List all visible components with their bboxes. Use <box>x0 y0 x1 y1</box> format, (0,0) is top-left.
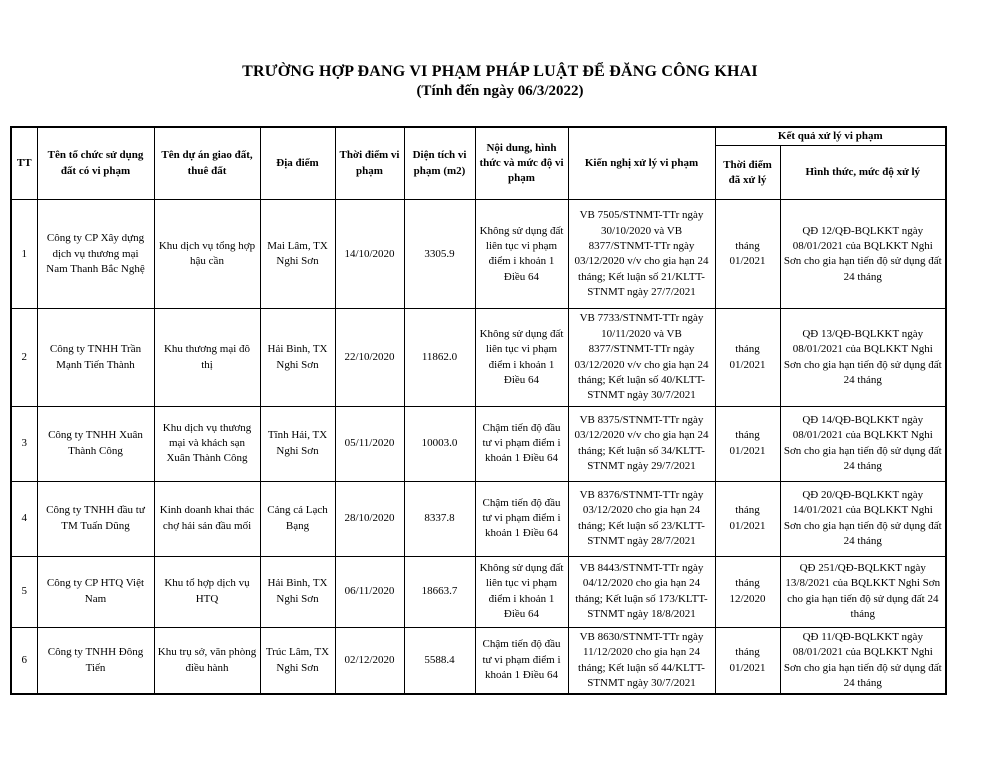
table-row <box>11 556 946 627</box>
cell-area: 11862.0 <box>404 309 475 406</box>
cell-recommendation: VB 8376/STNMT-TTr ngày 03/12/2020 cho gia hạn 24 tháng; Kết luận số 23/KLTT-STNMT ngày 28/7/2021 <box>568 481 715 556</box>
header-content: Nội dung, hình thức và mức độ vi phạm <box>475 127 568 200</box>
cell-tt: 5 <box>11 556 37 627</box>
cell-recommendation: VB 7505/STNMT-TTr ngày 30/10/2020 và VB 8377/STNMT-TTr ngày 03/12/2020 v/v cho gia hạn 24 tháng; Kết luận số 21/KLTT-STNMT ngày 27/7/2021 <box>568 200 715 309</box>
cell-area: 3305.9 <box>404 200 475 309</box>
cell-area: 5588.4 <box>404 627 475 694</box>
header-result-group: Kết quả xử lý vi phạm <box>715 127 946 146</box>
cell-violation-time: 06/11/2020 <box>335 556 404 627</box>
cell-content: Không sử dụng đất liên tục vi phạm điểm i khoản 1 Điều 64 <box>475 309 568 406</box>
cell-result-time: tháng 01/2021 <box>715 406 780 481</box>
header-project: Tên dự án giao đất, thuê đất <box>154 127 260 200</box>
cell-violation-time: 22/10/2020 <box>335 309 404 406</box>
table-row <box>11 627 946 694</box>
cell-result-time: tháng 01/2021 <box>715 309 780 406</box>
cell-location: Hải Bình, TX Nghi Sơn <box>260 556 335 627</box>
cell-org: Công ty CP HTQ Việt Nam <box>37 556 154 627</box>
cell-org: Công ty TNHH Đông Tiến <box>37 627 154 694</box>
cell-violation-time: 02/12/2020 <box>335 627 404 694</box>
header-result-time: Thời điểm đã xử lý <box>715 146 780 200</box>
cell-result-form: QĐ 12/QĐ-BQLKKT ngày 08/01/2021 của BQLKKT Nghi Sơn cho gia hạn tiến độ sử dụng đất 24 tháng <box>780 200 946 309</box>
cell-project: Khu thương mại đô thị <box>154 309 260 406</box>
cell-content: Chậm tiến độ đầu tư vi phạm điểm i khoản 1 Điều 64 <box>475 627 568 694</box>
cell-location: Trúc Lâm, TX Nghi Sơn <box>260 627 335 694</box>
cell-area: 18663.7 <box>404 556 475 627</box>
cell-org: Công ty CP Xây dựng dịch vụ thương mại Nam Thanh Bắc Nghệ <box>37 200 154 309</box>
cell-result-form: QĐ 14/QĐ-BQLKKT ngày 08/01/2021 của BQLKKT Nghi Sơn cho gia hạn tiến độ sử dụng đất 24 tháng <box>780 406 946 481</box>
cell-org: Công ty TNHH đầu tư TM Tuấn Dũng <box>37 481 154 556</box>
cell-location: Mai Lâm, TX Nghi Sơn <box>260 200 335 309</box>
cell-tt: 1 <box>11 200 37 309</box>
document-title <box>0 0 1000 101</box>
cell-project: Khu dịch vụ tổng hợp hậu cần <box>154 200 260 309</box>
cell-tt: 6 <box>11 627 37 694</box>
cell-project: Khu trụ sở, văn phòng điều hành <box>154 627 260 694</box>
cell-result-form: QĐ 11/QĐ-BQLKKT ngày 08/01/2021 của BQLKKT Nghi Sơn cho gia hạn tiến độ sử dụng đất 24 tháng <box>780 627 946 694</box>
header-violation-time: Thời điểm vi phạm <box>335 127 404 200</box>
cell-location: Cảng cá Lạch Bạng <box>260 481 335 556</box>
table-row <box>11 200 946 309</box>
cell-result-time: tháng 01/2021 <box>715 481 780 556</box>
cell-tt: 4 <box>11 481 37 556</box>
cell-content: Không sử dụng đất liên tục vi phạm điểm i khoản 1 Điều 64 <box>475 200 568 309</box>
table-row <box>11 309 946 406</box>
cell-result-form: QĐ 13/QĐ-BQLKKT ngày 08/01/2021 của BQLKKT Nghi Sơn cho gia hạn tiến độ sử dụng đất 24 tháng <box>780 309 946 406</box>
cell-tt: 3 <box>11 406 37 481</box>
violations-table <box>10 126 947 695</box>
cell-content: Chậm tiến độ đầu tư vi phạm điểm i khoản 1 Điều 64 <box>475 481 568 556</box>
cell-location: Tĩnh Hải, TX Nghi Sơn <box>260 406 335 481</box>
cell-content: Chậm tiến độ đầu tư vi phạm điểm i khoản 1 Điều 64 <box>475 406 568 481</box>
cell-violation-time: 28/10/2020 <box>335 481 404 556</box>
cell-org: Công ty TNHH Xuân Thành Công <box>37 406 154 481</box>
cell-area: 10003.0 <box>404 406 475 481</box>
cell-recommendation: VB 8443/STNMT-TTr ngày 04/12/2020 cho gia hạn 24 tháng; Kết luận số 173/KLTT-STNMT ngày 18/8/2021 <box>568 556 715 627</box>
table-row <box>11 406 946 481</box>
cell-location: Hải Bình, TX Nghi Sơn <box>260 309 335 406</box>
cell-recommendation: VB 7733/STNMT-TTr ngày 10/11/2020 và VB 8377/STNMT-TTr ngày 03/12/2020 v/v cho gia hạn 24 tháng; Kết luận số 40/KLTT-STNMT ngày 30/7/2021 <box>568 309 715 406</box>
cell-recommendation: VB 8375/STNMT-TTr ngày 03/12/2020 v/v cho gia hạn 24 tháng; Kết luận số 34/KLTT-STNMT ngày 29/7/2021 <box>568 406 715 481</box>
title-line-2: (Tính đến ngày 06/3/2022) <box>416 83 584 99</box>
cell-result-time: tháng 01/2021 <box>715 627 780 694</box>
cell-project: Kinh doanh khai thác chợ hải sản đầu mối <box>154 481 260 556</box>
header-org: Tên tổ chức sử dụng đất có vi phạm <box>37 127 154 200</box>
table-row <box>11 481 946 556</box>
cell-project: Khu tổ hợp dịch vụ HTQ <box>154 556 260 627</box>
cell-result-form: QĐ 251/QĐ-BQLKKT ngày 13/8/2021 của BQLKKT Nghi Sơn cho gia hạn tiến độ sử dụng đất 24 tháng <box>780 556 946 627</box>
header-recommendation: Kiến nghị xử lý vi phạm <box>568 127 715 200</box>
cell-result-form: QĐ 20/QĐ-BQLKKT ngày 14/01/2021 của BQLKKT Nghi Sơn cho gia hạn tiến độ sử dụng đất 24 tháng <box>780 481 946 556</box>
table-body <box>11 200 946 694</box>
cell-recommendation: VB 8630/STNMT-TTr ngày 11/12/2020 cho gia hạn 24 tháng; Kết luận số 44/KLTT-STNMT ngày 30/7/2021 <box>568 627 715 694</box>
cell-result-time: tháng 12/2020 <box>715 556 780 627</box>
cell-result-time: tháng 01/2021 <box>715 200 780 309</box>
cell-tt: 2 <box>11 309 37 406</box>
cell-project: Khu dịch vụ thương mại và khách sạn Xuân Thành Công <box>154 406 260 481</box>
cell-area: 8337.8 <box>404 481 475 556</box>
header-result-form: Hình thức, mức độ xử lý <box>780 146 946 200</box>
cell-violation-time: 05/11/2020 <box>335 406 404 481</box>
header-area: Diện tích vi phạm (m2) <box>404 127 475 200</box>
header-location: Địa điểm <box>260 127 335 200</box>
cell-org: Công ty TNHH Trần Mạnh Tiến Thành <box>37 309 154 406</box>
cell-content: Không sử dụng đất liên tục vi phạm điểm i khoản 1 Điều 64 <box>475 556 568 627</box>
header-tt: TT <box>11 127 37 200</box>
table-header <box>11 127 946 200</box>
title-line-1: TRƯỜNG HỢP ĐANG VI PHẠM PHÁP LUẬT ĐỂ ĐĂNG CÔNG KHAI <box>242 63 758 80</box>
cell-violation-time: 14/10/2020 <box>335 200 404 309</box>
